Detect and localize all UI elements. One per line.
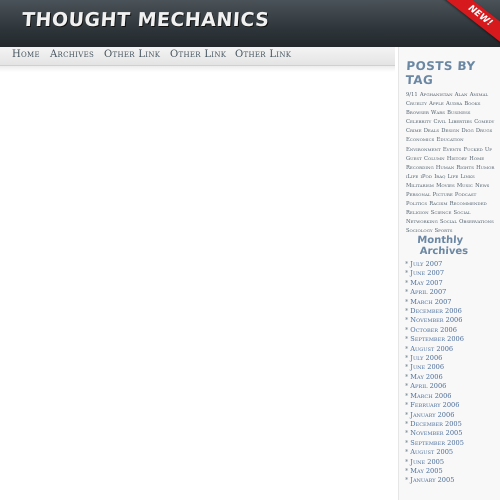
archive-link[interactable]: June 2005 xyxy=(410,457,445,466)
archive-link[interactable]: January 2006 xyxy=(410,410,455,419)
bullet-icon: * xyxy=(405,391,409,400)
tag-link[interactable]: Science xyxy=(430,210,452,217)
archive-link[interactable]: March 2007 xyxy=(410,297,452,306)
tag-link[interactable]: Social Networking xyxy=(406,210,471,226)
archive-list xyxy=(405,260,464,486)
tag-link[interactable]: Books xyxy=(464,101,481,108)
bullet-icon: * xyxy=(405,410,409,419)
archive-item[interactable] xyxy=(405,269,464,278)
archive-link[interactable]: December 2005 xyxy=(410,419,462,428)
tag-link[interactable]: Comedy xyxy=(474,119,495,126)
tag-link[interactable]: Crime xyxy=(406,128,422,135)
archive-link[interactable]: May 2005 xyxy=(410,466,443,475)
archive-link[interactable]: August 2005 xyxy=(410,448,454,457)
archive-link[interactable]: April 2006 xyxy=(410,382,447,391)
bullet-icon: * xyxy=(405,363,409,372)
bullet-icon: * xyxy=(405,419,409,428)
tag-link[interactable]: Celebrity xyxy=(406,119,432,126)
tag-link[interactable]: Racism xyxy=(429,201,448,208)
tags-heading: POSTS BY TAG xyxy=(405,59,476,87)
nav-archives-link[interactable]: Archives xyxy=(50,49,95,60)
archive-item[interactable] xyxy=(405,288,464,297)
archive-link[interactable]: August 2006 xyxy=(410,344,454,353)
tag-link[interactable]: Deals xyxy=(423,128,440,135)
tag-link[interactable]: Business xyxy=(447,110,471,117)
nav-other-link-1[interactable]: Other Link xyxy=(104,49,161,60)
tag-link[interactable]: 9/11 xyxy=(406,92,418,98)
tag-link[interactable]: Iraq xyxy=(434,173,446,180)
bullet-icon: * xyxy=(405,307,409,316)
archive-item[interactable] xyxy=(405,392,464,401)
archive-link[interactable]: February 2006 xyxy=(410,401,460,410)
bullet-icon: * xyxy=(405,476,409,485)
archive-link[interactable]: May 2006 xyxy=(410,372,443,381)
tag-link[interactable]: Sports xyxy=(434,228,453,235)
archives-heading-line2: Archives xyxy=(419,246,469,257)
archive-link[interactable]: April 2007 xyxy=(410,288,447,297)
tag-link[interactable]: iPod xyxy=(420,173,433,180)
archive-link[interactable]: January 2005 xyxy=(410,476,455,485)
tag-link[interactable]: Apple xyxy=(429,101,444,108)
tag-link[interactable]: Personal xyxy=(406,192,431,199)
tag-link[interactable]: Fucked Up xyxy=(463,146,492,153)
archive-link[interactable]: September 2005 xyxy=(410,438,464,447)
tag-link[interactable]: Alan xyxy=(454,92,468,98)
archive-item[interactable] xyxy=(405,458,464,467)
archive-link[interactable]: October 2006 xyxy=(410,325,457,334)
tag-link[interactable]: iLife xyxy=(406,173,419,180)
archive-item[interactable] xyxy=(405,373,464,382)
tag-link[interactable]: Environment xyxy=(406,146,441,153)
bullet-icon: * xyxy=(405,457,409,466)
bullet-icon: * xyxy=(405,372,409,381)
archive-item[interactable] xyxy=(405,316,464,325)
bullet-icon: * xyxy=(405,429,409,438)
tag-link[interactable]: Religion xyxy=(406,210,429,217)
tag-link[interactable]: Movies xyxy=(436,182,455,189)
tag-link[interactable]: Guest Column xyxy=(406,155,445,162)
archive-item[interactable] xyxy=(405,439,464,448)
bullet-icon: * xyxy=(405,466,409,475)
archive-item[interactable] xyxy=(405,401,464,410)
archive-link[interactable]: March 2006 xyxy=(410,391,452,400)
tag-link[interactable]: Events xyxy=(442,146,462,153)
archive-link[interactable]: November 2005 xyxy=(410,429,463,438)
archive-item[interactable] xyxy=(405,420,464,429)
bullet-icon: * xyxy=(405,438,409,447)
tag-link[interactable]: Civil Liberties xyxy=(433,119,473,126)
archives-heading xyxy=(416,235,477,257)
bullet-icon: * xyxy=(405,269,409,278)
archive-link[interactable]: June 2007 xyxy=(410,269,445,278)
tag-link[interactable]: Life xyxy=(447,173,459,180)
tag-link[interactable]: Sociology xyxy=(406,228,433,235)
archives-heading-line1: Monthly xyxy=(417,235,464,246)
bullet-icon: * xyxy=(405,325,409,334)
bullet-icon: * xyxy=(405,448,409,457)
tag-link[interactable]: Music xyxy=(456,182,473,189)
archive-item[interactable] xyxy=(405,467,464,476)
tag-link[interactable]: Audra xyxy=(445,101,463,108)
tag-link[interactable]: Digg xyxy=(461,128,474,135)
tag-cloud xyxy=(406,91,496,237)
tag-link[interactable]: Animal Cruelty xyxy=(406,92,489,108)
tag-link[interactable]: Recommended xyxy=(449,201,487,208)
tag-link[interactable]: Humor xyxy=(476,164,495,171)
site-header xyxy=(0,0,500,47)
bullet-icon: * xyxy=(405,401,409,410)
archive-link[interactable]: December 2006 xyxy=(410,307,462,316)
tag-link[interactable]: Drugs xyxy=(475,128,493,135)
archive-item[interactable] xyxy=(405,326,464,335)
bullet-icon: * xyxy=(405,344,409,353)
archive-link[interactable]: May 2007 xyxy=(410,278,443,287)
tag-link[interactable]: Podcast xyxy=(454,192,477,199)
tag-link[interactable]: Browser Wars xyxy=(406,110,446,117)
archive-item[interactable] xyxy=(405,307,464,316)
main-content xyxy=(0,72,395,500)
archive-item[interactable] xyxy=(405,260,464,269)
tag-link[interactable]: Design xyxy=(441,128,460,135)
tag-link[interactable]: News xyxy=(475,182,490,189)
bullet-icon: * xyxy=(405,260,409,268)
bullet-icon: * xyxy=(405,354,409,363)
nav-other-link-3[interactable]: Other Link xyxy=(235,49,292,60)
bullet-icon: * xyxy=(405,335,409,344)
tag-link[interactable]: Militarism xyxy=(406,182,434,189)
tag-link[interactable]: Picture xyxy=(432,192,453,199)
archive-item[interactable] xyxy=(405,382,464,391)
bullet-icon: * xyxy=(405,316,409,325)
tag-link[interactable]: Links xyxy=(460,173,475,180)
archive-item[interactable] xyxy=(405,411,464,420)
bullet-icon: * xyxy=(405,278,409,287)
site-title[interactable]: THOUGHT MECHANICS xyxy=(21,9,271,31)
tag-link[interactable]: History xyxy=(446,155,468,162)
tag-link[interactable]: Social Observations xyxy=(439,219,494,226)
archive-item[interactable] xyxy=(405,363,464,372)
nav-home-link[interactable]: Home xyxy=(12,49,40,60)
top-nav xyxy=(0,47,395,66)
tag-link[interactable]: Human Rights xyxy=(435,164,474,171)
tag-link[interactable]: Afghanistan xyxy=(419,92,453,98)
tag-link[interactable]: Education xyxy=(436,137,464,144)
archive-item[interactable] xyxy=(405,335,464,344)
archive-item[interactable] xyxy=(405,448,464,457)
archive-item[interactable] xyxy=(405,354,464,363)
tag-link[interactable]: Home Recording xyxy=(406,155,485,171)
archive-item[interactable] xyxy=(405,429,464,438)
sidebar xyxy=(398,47,500,500)
archive-item[interactable] xyxy=(405,279,464,288)
new-badge: NEW! xyxy=(439,0,500,47)
tag-link[interactable]: Economics xyxy=(406,137,435,144)
bullet-icon: * xyxy=(405,288,409,297)
archive-item[interactable] xyxy=(405,345,464,354)
archive-link[interactable]: November 2006 xyxy=(410,316,463,325)
archive-link[interactable]: June 2006 xyxy=(410,363,445,372)
bullet-icon: * xyxy=(405,297,409,306)
archive-item[interactable] xyxy=(405,298,464,307)
archive-link[interactable]: September 2006 xyxy=(410,335,464,344)
archive-link[interactable]: July 2007 xyxy=(410,260,443,268)
tag-link[interactable]: Politics xyxy=(406,201,428,208)
nav-other-link-2[interactable]: Other Link xyxy=(170,49,227,60)
archive-item[interactable] xyxy=(405,476,464,485)
archive-link[interactable]: July 2006 xyxy=(410,354,443,363)
bullet-icon: * xyxy=(405,382,409,391)
